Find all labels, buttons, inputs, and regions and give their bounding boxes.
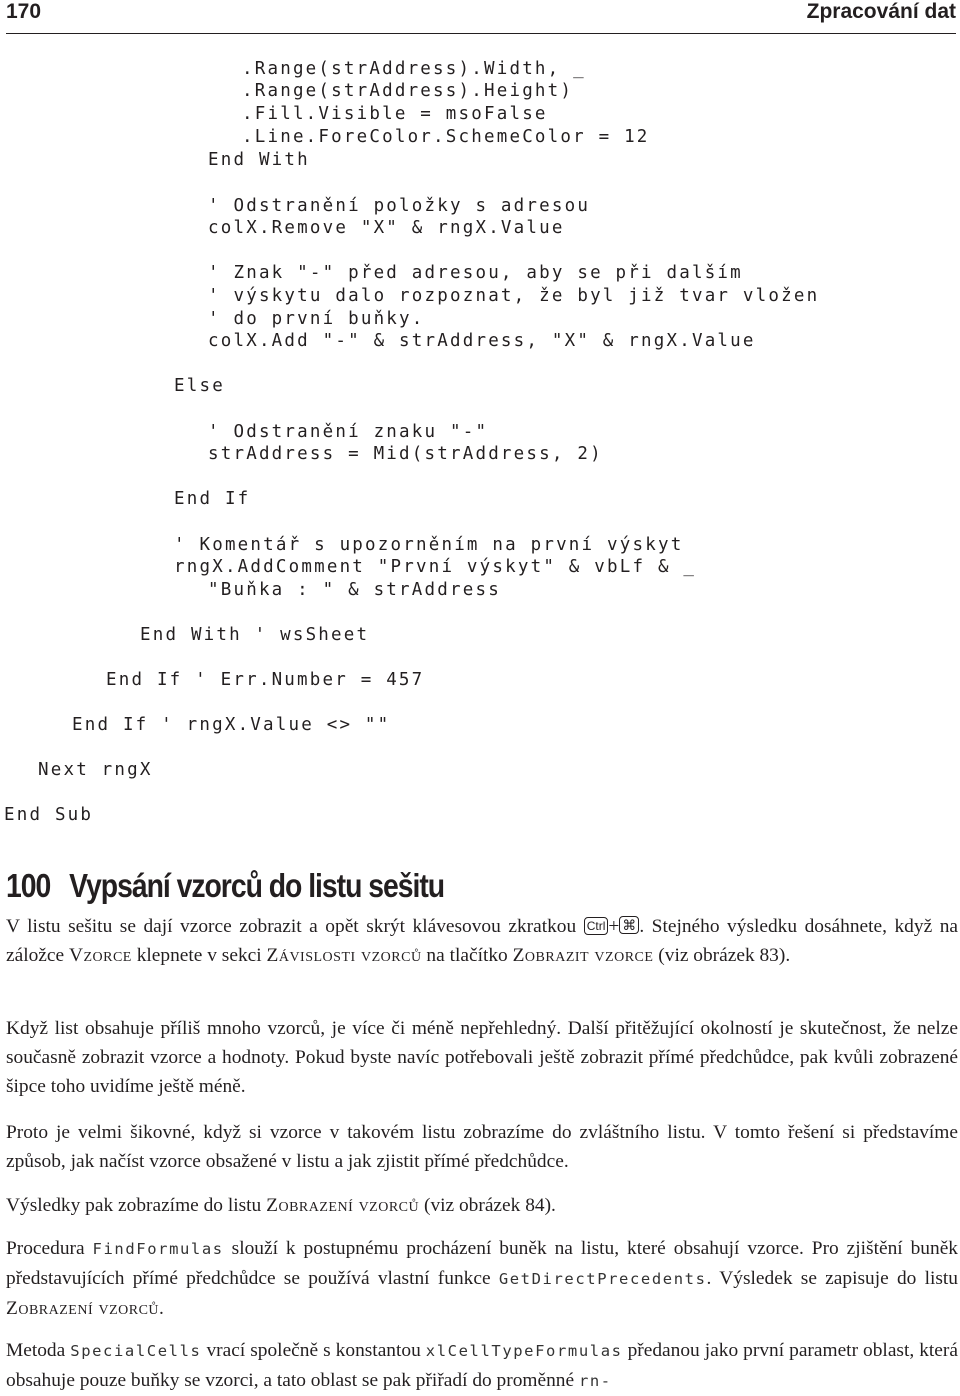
paragraph (6, 1234, 958, 1323)
paragraph: Proto je velmi šikovné, když si vzorce v takovém listu zobrazíme do zvláštního listu. V tomto řešení si představíme způsob, jak načíst vzorce obsažené v listu a jak zjistit přímé předchůdce. (6, 1122, 958, 1172)
section-title: Vypsání vzorců do listu sešitu (69, 867, 445, 904)
code-line: ' Znak "-" před adresou, aby se při dalším (208, 263, 743, 283)
code-line: Next rngX (38, 760, 153, 780)
plus-sign: + (608, 916, 620, 937)
code-term: GetDirectPrecedents (498, 1270, 707, 1288)
ctrl-key-icon: Ctrl (584, 917, 609, 935)
code-line: .Range(strAddress).Width, _ (242, 59, 586, 79)
running-head: Zpracování dat (806, 0, 956, 23)
code-line: End If (174, 489, 251, 509)
text-run: klepnete v sekci (131, 945, 267, 966)
code-term: rn- (578, 1372, 612, 1390)
paragraph (6, 1336, 958, 1396)
text-run: slouží k postupnému procházení buněk na listu, které obsahují vzorce. Pro zjištění buněk představujících přímé předchůdce se používá vlastní funkce (6, 1238, 959, 1289)
ui-reference: Zobrazit vzorce (512, 945, 654, 966)
code-line: ' Odstranění položky s adresou (208, 196, 591, 216)
code-line: End If ' rngX.Value <> "" (72, 715, 391, 735)
section-heading (6, 862, 814, 910)
code-line: .Line.ForeColor.SchemeColor = 12 (242, 127, 650, 147)
code-line: ' výskytu dalo rozpoznat, že byl již tvar vložen (208, 286, 820, 306)
code-line: End With (208, 150, 310, 170)
code-term: xlCellTypeFormulas (425, 1342, 623, 1360)
paragraph (6, 1191, 958, 1220)
ui-reference: Závislosti vzorců (266, 945, 422, 966)
code-line: "Buňka : " & strAddress (208, 580, 501, 600)
paragraph: Když list obsahuje příliš mnoho vzorců, je více či méně nepřehledný. Další přitěžující okolností je skutečnost, že nelze současně zobrazit vzorce a hodnoty. Pokud byste navíc potřebovali ještě zobrazit přímé předchůdce, pak kvůli zobrazené šipce toho uvidíme ještě méně. (6, 1018, 958, 1097)
code-line: .Fill.Visible = msoFalse (242, 104, 548, 124)
code-line: .Range(strAddress).Height) (242, 81, 574, 101)
code-term: SpecialCells (70, 1342, 202, 1360)
ui-reference: Zobrazení vzorců (266, 1195, 420, 1216)
ui-reference: Zobrazení vzorců (6, 1298, 160, 1319)
text-run: V listu sešitu se dají vzorce zobrazit a opět skrýt klávesovou zkratkou (6, 916, 584, 937)
text-run: vrací společně s konstantou (201, 1340, 426, 1361)
code-line: ' Odstranění znaku "-" (208, 422, 489, 442)
text-run: . (159, 1298, 164, 1319)
text-run: (viz obrázek 84). (419, 1195, 556, 1216)
code-line: colX.Add "-" & strAddress, "X" & rngX.Value (208, 331, 756, 351)
text-run: Metoda (6, 1340, 71, 1361)
code-line: End If ' Err.Number = 457 (106, 670, 425, 690)
code-line: ' do první buňky. (208, 309, 425, 329)
code-term: FindFormulas (92, 1240, 224, 1258)
code-line: Else (174, 376, 225, 396)
code-line: End With ' wsSheet (140, 625, 370, 645)
section-number: 100 (6, 867, 51, 904)
paragraph (6, 912, 958, 970)
code-line: strAddress = Mid(strAddress, 2) (208, 444, 603, 464)
code-line: ' Komentář s upozorněním na první výskyt (174, 535, 684, 555)
text-run: . Výsledek se zapisuje do listu (706, 1268, 958, 1289)
text-run: Výsledky pak zobrazíme do listu (6, 1195, 267, 1216)
command-key-icon: ⌘ (619, 916, 639, 934)
code-line: End Sub (4, 805, 94, 825)
code-line: colX.Remove "X" & rngX.Value (208, 218, 565, 238)
ui-reference: Vzorce (68, 945, 132, 966)
page-header (0, 0, 960, 40)
code-line: rngX.AddComment "První výskyt" & vbLf & _ (174, 557, 697, 577)
header-rule (6, 33, 956, 34)
page-number: 170 (6, 0, 42, 23)
text-run: na tlačítko (421, 945, 513, 966)
text-run: . Stejného výsledku dosáhnete, když na záložce (6, 916, 958, 966)
text-run: (viz obrázek 83). (653, 945, 791, 966)
text-run: Procedura (6, 1238, 93, 1259)
text-run: předanou jako první parametr oblast, která obsahuje pouze buňky se vzorci, a tato oblast se pak přiřadí do proměnné (6, 1340, 958, 1391)
